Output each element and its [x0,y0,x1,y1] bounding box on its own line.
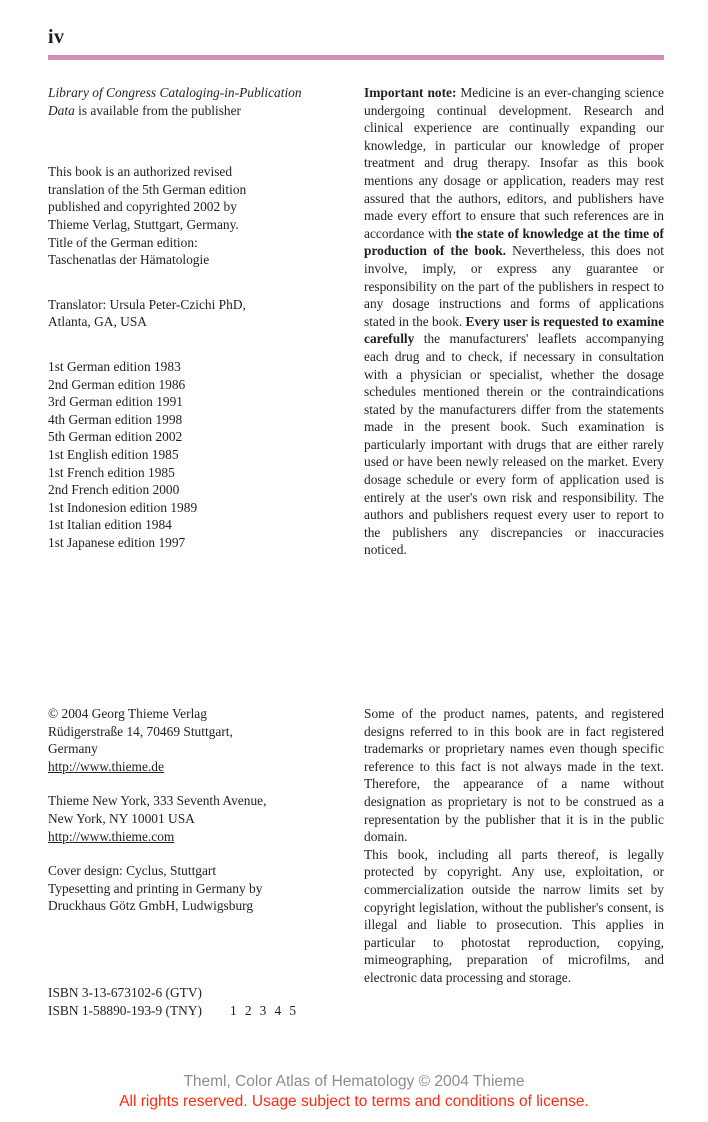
edition-entry: 1st Indonesion edition 1989 [48,499,198,515]
important-note-text-2: Nevertheless, this does not involve, imply, or express any guarantee or responsibility on the part of the publishers in respect to any dosage instructions and forms of applications stated in the book. [364,243,665,329]
page-number-folio: iv [48,26,65,48]
translation-note-line: This book is an authorized revised [48,164,233,180]
translation-note-line: translation of the 5th German edition [48,181,247,197]
translation-note-line: Thieme Verlag, Stuttgart, Germany. [48,216,239,232]
production-line: Typesetting and printing in Germany by [48,880,263,896]
edition-entry: 1st Japanese edition 1997 [48,534,186,550]
important-note-bold-1: the state of knowledge at the time of production of the book. [364,225,664,259]
publisher-germany [48,705,326,775]
translation-note-line: Taschenatlas der Hämatologie [48,252,210,268]
page-header [48,26,664,60]
publisher-newyork [48,792,326,845]
publisher-address-line: New York, NY 10001 USA [48,810,195,826]
license-watermark [0,1072,708,1112]
edition-entry: 1st German edition 1983 [48,358,181,374]
spacer-4 [48,775,326,792]
left-column [48,84,326,551]
edition-entry: 2nd German edition 1986 [48,376,186,392]
spacer-2 [48,269,326,296]
production-line: Druckhaus Götz GmbH, Ludwigsburg [48,898,254,914]
header-rule [48,55,664,60]
edition-entry: 3rd German edition 1991 [48,394,183,410]
spacer-3 [48,331,326,358]
spacer-5 [48,845,326,862]
translator-line: Atlanta, GA, USA [48,314,147,330]
publisher-address-line: Thieme New York, 333 Seventh Avenue, [48,793,267,809]
translator-line: Translator: Ursula Peter-Czichi PhD, [48,296,246,312]
isbn-block [48,984,348,1019]
cip-italic-title: Library of Congress Cataloging-in-Publication Data [48,85,302,118]
translation-note-line: published and copyrighted 2002 by [48,199,237,215]
watermark-rights-notice: All rights reserved. Usage subject to terms and conditions of license. [119,1093,589,1110]
edition-entry: 1st English edition 1985 [48,446,179,462]
important-note-text-1: Medicine is an ever-changing science undergoing continual development. Research and clinical experience are continually expanding our knowledge, in particular our knowledge of proper treatment and drug therapy. Insofar as this book mentions any dosage or application, readers may rest assured that the authors, editors, and publishers have made every effort to ensure that such references are in accordance with [364,85,664,241]
production-line: Cover design: Cyclus, Stuttgart [48,863,217,879]
publisher-address-line: Rüdigerstraße 14, 70469 Stuttgart, [48,723,233,739]
trademark-paragraph: Some of the product names, patents, and registered designs referred to in this book are in fact registered trademarks or proprietary names even though specific reference to this fact is not always made in the text. Therefore, the appearance of a name without designation as proprietary is not to be construed as a representation by the publisher that it is in the public domain. [364,706,664,845]
edition-entry: 5th German edition 2002 [48,429,183,445]
watermark-attribution: Theml, Color Atlas of Hematology © 2004 Thieme [183,1073,525,1090]
edition-entry: 1st Italian edition 1984 [48,517,172,533]
translation-note-line: Title of the German edition: [48,234,198,250]
important-note-bold-2: Every user is requested to examine carefully [364,313,665,347]
left-column-lower [48,705,326,915]
thieme-com-link[interactable]: http://www.thieme.com [48,828,175,844]
publisher-copyright: © 2004 Georg Thieme Verlag [48,706,207,721]
cip-statement [48,84,326,119]
edition-entry: 4th German edition 1998 [48,411,183,427]
important-note-text-3: the manufacturers' leaflets accompanying each drug and to check, if necessary in consultation with a physician or specialist, whether the dosage schedules mentioned therein or the contraindications stated by the manufacturers differ from the statements made in the present book. Such examination is particularly important with drugs that are either rarely used or have been newly released on the market. Every dosage schedule or every form of application used is entirely at the user's own risk and responsibility. The authors and publishers request every user to report to the publishers any discrepancies or inaccuracies noticed. [364,331,664,558]
right-column [364,84,664,559]
important-note-label: Important note: [364,85,457,100]
edition-entry: 2nd French edition 2000 [48,482,180,498]
spacer-1 [48,119,326,163]
production-credits [48,862,326,915]
cip-roman-tail: is available from the publisher [74,102,242,118]
important-note-paragraph [364,84,664,559]
copyright-paragraph: This book, including all parts thereof, is legally protected by copyright. Any use, exploitation, or commercialization outside the narrow limits set by copyright legislation, without the publisher's consent, is illegal and liable to prosecution. This applies in particular to photostat reproduction, copying, mimeographing, preparation of microfilms, and electronic data processing and storage. [364,846,664,985]
right-column-lower [364,705,664,987]
print-run-numbers: 1 2 3 4 5 [229,1002,299,1018]
isbn-tny: ISBN 1-58890-193-9 (TNY) [48,1002,202,1018]
translation-note [48,163,326,269]
edition-entry: 1st French edition 1985 [48,464,175,480]
translator-credit [48,296,326,331]
isbn-tny-row [48,1002,348,1020]
isbn-gtv: ISBN 3-13-673102-6 (GTV) [48,985,202,1000]
thieme-de-link[interactable]: http://www.thieme.de [48,758,164,774]
edition-history-list [48,358,326,552]
publisher-address-line: Germany [48,741,98,757]
